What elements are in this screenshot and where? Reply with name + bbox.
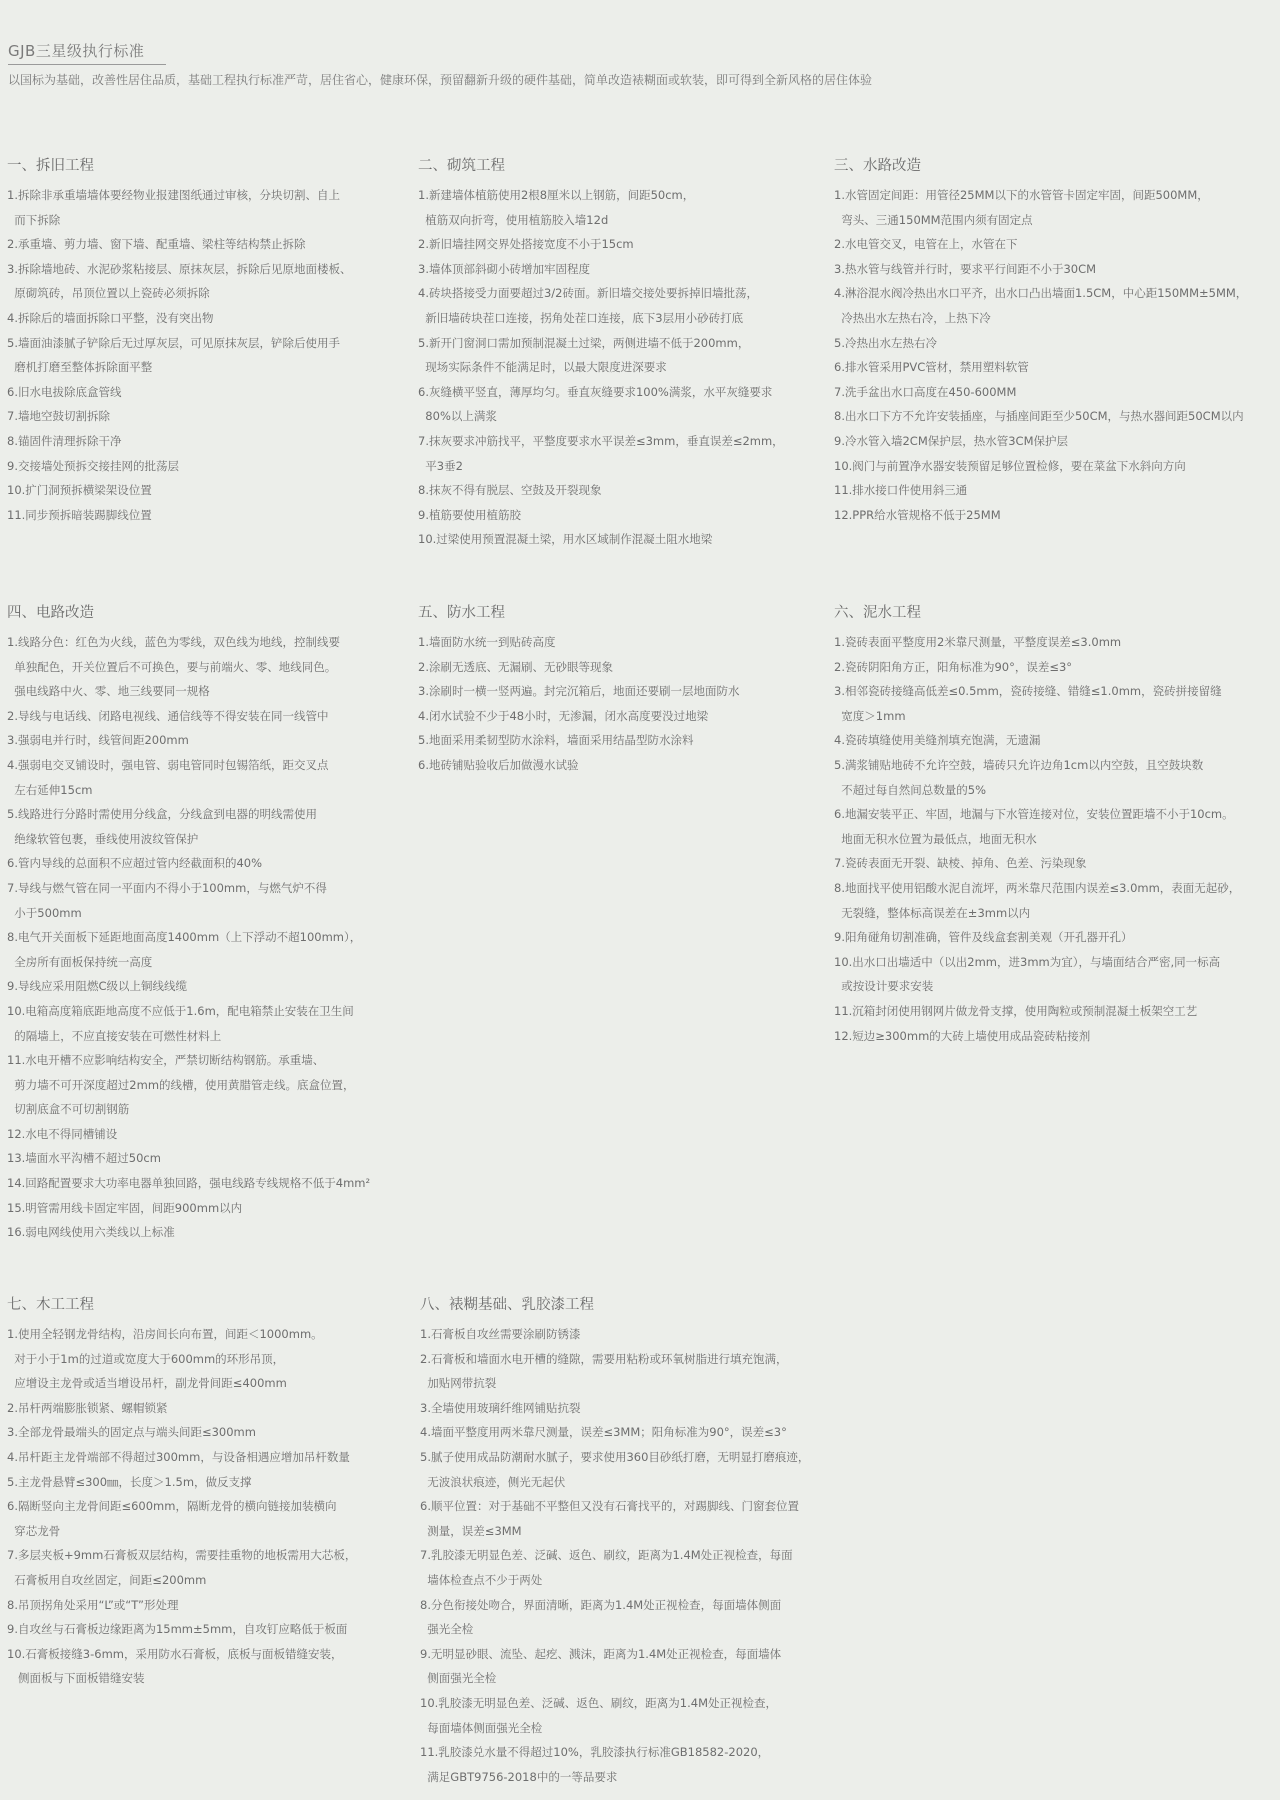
list-item: 4.墙面平整度用两米靠尺测量，误差≤3MM；阳角标准为90°，误差≤3°	[420, 1425, 787, 1440]
list-item: 11.沉箱封闭使用钢网片做龙骨支撑，使用陶粒或预制混凝土板架空工艺	[834, 1003, 1198, 1018]
list-item: 2.水电管交叉，电管在上，水管在下	[834, 237, 1018, 252]
list-item: 或按设计要求安装	[834, 979, 934, 994]
list-item: 2.导线与电话线、闭路电视线、通信线等不得安装在同一线管中	[7, 708, 329, 723]
list-item: 磨机打磨至整体拆除面平整	[7, 360, 153, 375]
list-item: 5.墙面油漆腻子铲除后无过厚灰层，可见原抹灰层，铲除后使用手	[7, 335, 340, 350]
list-item: 11.水电开槽不应影响结构安全，严禁切断结构钢筋。承重墙、	[7, 1053, 325, 1068]
list-item: 5.地面采用柔韧型防水涂料，墙面采用结晶型防水涂料	[418, 733, 694, 748]
list-item: 12.水电不得同槽铺设	[7, 1126, 118, 1141]
list-item: 5.腻子使用成品防潮耐水腻子，要求使用360目砂纸打磨，无明显打磨痕迹，	[420, 1449, 810, 1464]
list-item: 12.PPR给水管规格不低于25MM	[834, 507, 1001, 522]
list-item: 8.锚固件清理拆除干净	[7, 433, 122, 448]
list-item: 3.全部龙骨最端头的固定点与端头间距≤300mm	[7, 1425, 256, 1440]
list-item: 4.砖块搭接受力面要超过3/2砖面。新旧墙交接处要拆掉旧墙批荡，	[418, 286, 758, 301]
section-carpentry	[7, 1293, 412, 1691]
list-item: 6.排水管采用PVC管材，禁用塑料软管	[834, 360, 1029, 375]
section-item-list	[834, 630, 1278, 1048]
list-item: 10.阀门与前置净水器安装预留足够位置检修，要在菜盆下水斜向方向	[834, 458, 1186, 473]
list-item: 11.同步预拆暗装踢脚线位置	[7, 507, 152, 522]
list-item: 7.乳胶漆无明显色差、泛碱、返色、刷纹，距离为1.4M处正视检查，每面	[420, 1548, 793, 1563]
section-title: 二、砌筑工程	[418, 158, 505, 174]
section-title: 一、拆旧工程	[7, 158, 94, 174]
list-item: 9.交接墙处预拆交接挂网的批荡层	[7, 458, 179, 473]
section-waterproofing	[418, 601, 828, 778]
section-title: 七、木工工程	[7, 1297, 94, 1313]
list-item: 4.吊杆距主龙骨端部不得超过300mm，与设备相遇应增加吊杆数量	[7, 1449, 350, 1464]
list-item: 剪力墙不可开深度超过2mm的线槽，使用黄腊管走线。底盒位置，	[7, 1077, 355, 1092]
list-item: 9.阳角碰角切割准确，管件及线盒套割美观（开孔器开孔）	[834, 930, 1133, 945]
list-item: 2.新旧墙挂网交界处搭接宽度不小于15cm	[418, 237, 634, 252]
list-item: 3.热水管与线管并行时，要求平行间距不小于30CM	[834, 261, 1097, 276]
list-item: 6.地砖铺贴验收后加做漫水试验	[418, 757, 579, 772]
list-item: 1.新建墙体植筋使用2根8厘米以上钢筋，间距50cm，	[418, 188, 695, 202]
list-item: 13.墙面水平沟槽不超过50cm	[7, 1151, 161, 1166]
list-item: 对于小于1m的过道或宽度大于600mm的环形吊顶，	[7, 1351, 285, 1366]
list-item: 8.吊顶拐角处采用“L”或“T”形处理	[7, 1597, 179, 1612]
list-item: 无波浪状痕迹，侧光无起伏	[420, 1474, 566, 1489]
list-item: 穿芯龙骨	[7, 1523, 61, 1538]
list-item: 平3垂2	[418, 458, 463, 473]
list-item: 1.瓷砖表面平整度用2米靠尺测量，平整度误差≤3.0mm	[834, 635, 1122, 649]
list-item: 现场实际条件不能满足时，以最大限度进深要求	[418, 360, 667, 375]
section-item-list	[418, 183, 828, 552]
list-item: 8.抹灰不得有脱层、空鼓及开裂现象	[418, 483, 602, 498]
page-title: GJB三星级执行标准	[8, 40, 166, 65]
section-item-list	[420, 1322, 860, 1789]
list-item: 3.墙体顶部斜砌小砖增加牢固程度	[418, 261, 590, 276]
list-item: 小于500mm	[7, 905, 82, 920]
list-item: 冷热出水左热右冷，上热下冷	[834, 310, 991, 325]
list-item: 5.线路进行分路时需使用分线盒，分线盒到电器的明线需使用	[7, 807, 317, 822]
list-item: 单独配色，开关位置后不可换色，要与前端火、零、地线同色。	[7, 659, 337, 674]
list-item: 不超过每自然间总数量的5%	[834, 782, 987, 797]
list-item: 2.涂刷无透底、无漏刷、无砂眼等现象	[418, 659, 613, 674]
section-title: 六、泥水工程	[834, 605, 921, 621]
section-item-list	[418, 630, 828, 778]
list-item: 切割底盒不可切割钢筋	[7, 1102, 130, 1117]
list-item: 石膏板用自攻丝固定，间距≤200mm	[7, 1572, 207, 1587]
section-title: 五、防水工程	[418, 605, 505, 621]
list-item: 强光全检	[420, 1622, 474, 1637]
list-item: 16.弱电网线使用六类线以上标准	[7, 1225, 175, 1240]
list-item: 5.主龙骨悬臂≤300㎜，长度＞1.5m，做反支撑	[7, 1474, 252, 1489]
list-item: 的隔墙上，不应直接安装在可燃性材料上	[7, 1028, 222, 1043]
list-item: 左右延伸15cm	[7, 782, 93, 797]
list-item: 而下拆除	[7, 212, 61, 227]
section-title: 八、裱糊基础、乳胶漆工程	[420, 1297, 594, 1313]
list-item: 8.地面找平使用铝酸水泥自流坪，两米靠尺范围内误差≤3.0mm，表面无起砂，	[834, 880, 1241, 895]
list-item: 14.回路配置要求大功率电器单独回路，强电线路专线规格不低于4mm²	[7, 1176, 371, 1191]
list-item: 2.瓷砖阴阳角方正，阳角标准为90°，误差≤3°	[834, 659, 1073, 674]
list-item: 9.自攻丝与石膏板边缘距离为15mm±5mm，自攻钉应略低于板面	[7, 1622, 348, 1637]
list-item: 2.吊杆两端膨胀锁紧、螺帽锁紧	[7, 1400, 168, 1415]
page-subtitle: 以国标为基础，改善性居住品质，基础工程执行标准严苛，居住省心，健康环保，预留翻新升级的硬件基础，简单改造裱糊面或软装，即可得到全新风格的居住体验	[8, 73, 873, 87]
list-item: 80%以上满浆	[418, 409, 497, 424]
list-item: 强电线路中火、零、地三线要同一规格	[7, 684, 210, 699]
list-item: 墙体检查点不少于两处	[420, 1572, 543, 1587]
list-item: 8.出水口下方不允许安装插座，与插座间距至少50CM，与热水器间距50CM以内	[834, 409, 1244, 424]
list-item: 应增设主龙骨或适当增设吊杆，副龙骨间距≤400mm	[7, 1376, 287, 1391]
list-item: 6.顺平位置：对于基础不平整但又没有石膏找平的，对踢脚线、门窗套位置	[420, 1499, 799, 1514]
list-item: 8.电气开关面板下延距地面高度1400mm（上下浮动不超100mm），	[7, 930, 362, 945]
list-item: 1.墙面防水统一到贴砖高度	[418, 635, 556, 649]
list-item: 宽度＞1mm	[834, 708, 906, 723]
list-item: 7.多层夹板+9mm石膏板双层结构，需要挂重物的地板需用大芯板，	[7, 1548, 357, 1563]
list-item: 原砌筑砖，吊顶位置以上瓷砖必须拆除	[7, 286, 210, 301]
list-item: 测量，误差≤3MM	[420, 1523, 522, 1538]
section-electrical	[7, 601, 412, 1245]
list-item: 5.冷热出水左热右冷	[834, 335, 937, 350]
list-item: 7.抹灰要求冲筋找平，平整度要求水平误差≤3mm，垂直误差≤2mm，	[418, 433, 784, 448]
list-item: 5.满浆铺贴地砖不允许空鼓，墙砖只允许边角1cm以内空鼓，且空鼓块数	[834, 757, 1204, 772]
list-item: 15.明管需用线卡固定牢固，间距900mm以内	[7, 1200, 243, 1215]
list-item: 10.出水口出墙适中（以出2mm，进3mm为宜），与墙面结合严密,同一标高	[834, 954, 1221, 969]
list-item: 无裂缝，整体标高误差在±3mm以内	[834, 905, 1031, 920]
list-item: 11.乳胶漆兑水量不得超过10%，乳胶漆执行标准GB18582-2020，	[420, 1745, 770, 1760]
list-item: 6.旧水电拔除底盒管线	[7, 384, 122, 399]
list-item: 新旧墙砖块茬口连接，拐角处茬口连接，底下3层用小砂砖打底	[418, 310, 744, 325]
section-painting	[420, 1293, 860, 1789]
list-item: 侧面强光全检	[420, 1671, 497, 1686]
list-item: 1.水管固定间距：用管径25MM以下的水管管卡固定牢固，间距500MM，	[834, 188, 1209, 202]
list-item: 6.地漏安装平正、牢固，地漏与下水管连接对位，安装位置距墙不小于10cm。	[834, 807, 1234, 822]
list-item: 4.闭水试验不少于48小时，无渗漏，闭水高度要没过地梁	[418, 708, 709, 723]
list-item: 3.涂刷时一横一竖两遍。封完沉箱后，地面还要刷一层地面防水	[418, 684, 740, 699]
list-item: 1.使用全轻钢龙骨结构，沿房间长向布置，间距＜1000mm。	[7, 1327, 323, 1341]
page-header	[8, 40, 1268, 88]
list-item: 全房所有面板保持统一高度	[7, 954, 153, 969]
list-item: 侧面板与下面板错缝安装	[7, 1671, 145, 1686]
list-item: 10.乳胶漆无明显色差、泛碱、返色、刷纹，距离为1.4M处正视检查，	[420, 1695, 777, 1710]
section-masonry	[418, 154, 828, 552]
list-item: 4.瓷砖填缝使用美缝剂填充饱满，无遗漏	[834, 733, 1041, 748]
section-tiling	[834, 601, 1278, 1048]
section-title: 三、水路改造	[834, 158, 921, 174]
list-item: 12.短边≥300mm的大砖上墙使用成品瓷砖粘接剂	[834, 1028, 1091, 1043]
list-item: 4.拆除后的墙面拆除口平整，没有突出物	[7, 310, 214, 325]
section-item-list	[7, 630, 412, 1245]
list-item: 4.强弱电交叉铺设时，强电管、弱电管同时包锡箔纸，距交叉点	[7, 757, 329, 772]
list-item: 6.管内导线的总面积不应超过管内经截面积的40%	[7, 856, 263, 871]
list-item: 11.排水接口件使用斜三通	[834, 483, 968, 498]
list-item: 7.瓷砖表面无开裂、缺棱、掉角、色差、污染现象	[834, 856, 1087, 871]
list-item: 3.强弱电并行时，线管间距200mm	[7, 733, 189, 748]
list-item: 3.全墙使用玻璃纤维网铺贴抗裂	[420, 1400, 581, 1415]
list-item: 10.扩门洞预拆横梁架设位置	[7, 483, 152, 498]
list-item: 2.石膏板和墙面水电开槽的缝隙，需要用粘粉或环氧树脂进行填充饱满，	[420, 1351, 788, 1366]
list-item: 2.承重墙、剪力墙、窗下墙、配重墙、梁柱等结构禁止拆除	[7, 237, 306, 252]
list-item: 7.洗手盆出水口高度在450-600MM	[834, 384, 1017, 399]
list-item: 10.电箱高度箱底距地高度不应低于1.6m，配电箱禁止安装在卫生间	[7, 1003, 354, 1018]
list-item: 1.石膏板自攻丝需要涂刷防锈漆	[420, 1327, 581, 1341]
list-item: 6.隔断竖向主龙骨间距≤600mm，隔断龙骨的横向链接加装横向	[7, 1499, 337, 1514]
list-item: 1.线路分色：红色为火线，蓝色为零线，双色线为地线，控制线要	[7, 635, 340, 649]
list-item: 绝缘软管包裹，垂线使用波纹管保护	[7, 831, 199, 846]
list-item: 1.拆除非承重墙墙体要经物业报建图纸通过审核，分块切割、自上	[7, 188, 340, 202]
list-item: 植筋双向折弯，使用植筋胶入墙12d	[418, 212, 609, 227]
list-item: 4.淋浴混水阀冷热出水口平齐，出水口凸出墙面1.5CM，中心距150MM±5MM，	[834, 286, 1248, 301]
section-item-list	[7, 1322, 412, 1691]
list-item: 8.分色衔接处吻合，界面清晰，距离为1.4M处正视检查，每面墙体侧面	[420, 1597, 782, 1612]
list-item: 9.冷水管入墙2CM保护层，热水管3CM保护层	[834, 433, 1069, 448]
list-item: 9.植筋要使用植筋胶	[418, 507, 521, 522]
section-title: 四、电路改造	[7, 605, 94, 621]
list-item: 10.过梁使用预置混凝土梁，用水区域制作混凝土阻水地梁	[418, 532, 713, 547]
list-item: 7.导线与燃气管在同一平面内不得小于100mm，与燃气炉不得	[7, 880, 327, 895]
list-item: 3.相邻瓷砖接缝高低差≤0.5mm，瓷砖接缝、错缝≤1.0mm，瓷砖拼接留缝	[834, 684, 1222, 699]
section-plumbing	[834, 154, 1278, 527]
list-item: 9.无明显砂眼、流坠、起疙、溅沫，距离为1.4M处正视检查，每面墙体	[420, 1646, 782, 1661]
list-item: 弯头、三通150MM范围内须有固定点	[834, 212, 1033, 227]
section-item-list	[7, 183, 407, 527]
list-item: 加贴网带抗裂	[420, 1376, 497, 1391]
list-item: 9.导线应采用阻燃C级以上铜线线缆	[7, 979, 188, 994]
list-item: 地面无积水位置为最低点，地面无积水	[834, 831, 1037, 846]
section-demolition	[7, 154, 407, 527]
list-item: 7.墙地空鼓切割拆除	[7, 409, 110, 424]
list-item: 每面墙体侧面强光全检	[420, 1720, 543, 1735]
list-item: 5.新开门窗洞口需加预制混凝土过梁，两侧进墙不低于200mm，	[418, 335, 750, 350]
list-item: 满足GBT9756-2018中的一等品要求	[420, 1769, 618, 1784]
section-item-list	[834, 183, 1278, 527]
list-item: 6.灰缝横平竖直，薄厚均匀。垂直灰缝要求100%满浆，水平灰缝要求	[418, 384, 773, 399]
list-item: 10.石膏板接缝3-6mm，采用防水石膏板，底板与面板错缝安装，	[7, 1646, 343, 1661]
list-item: 3.拆除墙地砖、水泥砂浆粘接层、原抹灰层，拆除后见原地面楼板、	[7, 261, 352, 276]
